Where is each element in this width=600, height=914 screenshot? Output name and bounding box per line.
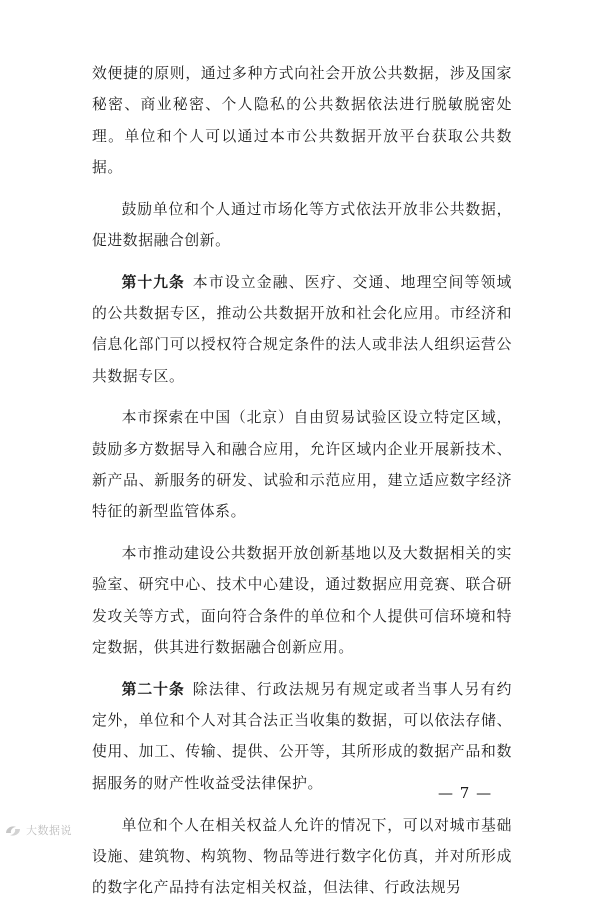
article-heading: 第二十条 [121, 680, 185, 698]
paragraph-text: 本市设立金融、医疗、交通、地理空间等领域的公共数据专区，推动公共数据开放和社会化应用。市经济和信息化部门可以授权符合规定条件的法人或非法人组织运营公共数据专区。 [92, 273, 512, 385]
sohu-logo-icon [4, 823, 22, 837]
paragraph-1 [92, 58, 512, 183]
paragraph-text: 效便捷的原则，通过多种方式向社会开放公共数据，涉及国家秘密、商业秘密、个人隐私的公共数据依法进行脱敏脱密处理。单位和个人可以通过本市公共数据开放平台获取公共数据。 [92, 65, 512, 176]
paragraph-text: 本市探索在中国（北京）自由贸易试验区设立特定区域，鼓励多方数据导入和融合应用，允许区域内企业开展新技术、新产品、新服务的研发、试验和示范应用，建立适应数字经济特征的新型监管体系。 [92, 409, 512, 521]
paragraph-6 [92, 674, 512, 799]
paragraph-4 [92, 402, 512, 527]
paragraph-text: 单位和个人在相关权益人允许的情况下，可以对城市基础设施、建筑物、构筑物、物品等进行数字化仿真，并对所形成的数字化产品持有法定相关权益，但法律、行政法规另 [92, 816, 512, 897]
paragraph-2 [92, 194, 512, 257]
article-heading: 第十九条 [121, 273, 185, 291]
page-number: — 7 — [438, 784, 493, 802]
paragraph-5 [92, 538, 512, 663]
watermark-text: 大数据说 [26, 824, 72, 837]
watermark [4, 822, 72, 838]
paragraph-3 [92, 267, 512, 392]
paragraph-text: 本市推动建设公共数据开放创新基地以及大数据相关的实验室、研究中心、技术中心建设，通过数据应用竞赛、联合研发攻关等方式，面向符合条件的单位和个人提供可信环境和特定数据，供其进行数据融合创新应用。 [92, 545, 512, 657]
paragraph-text: 鼓励单位和个人通过市场化等方式依法开放非公共数据，促进数据融合创新。 [92, 200, 512, 249]
paragraph-text: 除法律、行政法规另有规定或者当事人另有约定外，单位和个人对其合法正当收集的数据，可以依法存储、使用、加工、传输、提供、公开等，其所形成的数据产品和数据服务的财产性收益受法律保护。 [92, 680, 512, 792]
paragraph-7 [92, 810, 512, 904]
